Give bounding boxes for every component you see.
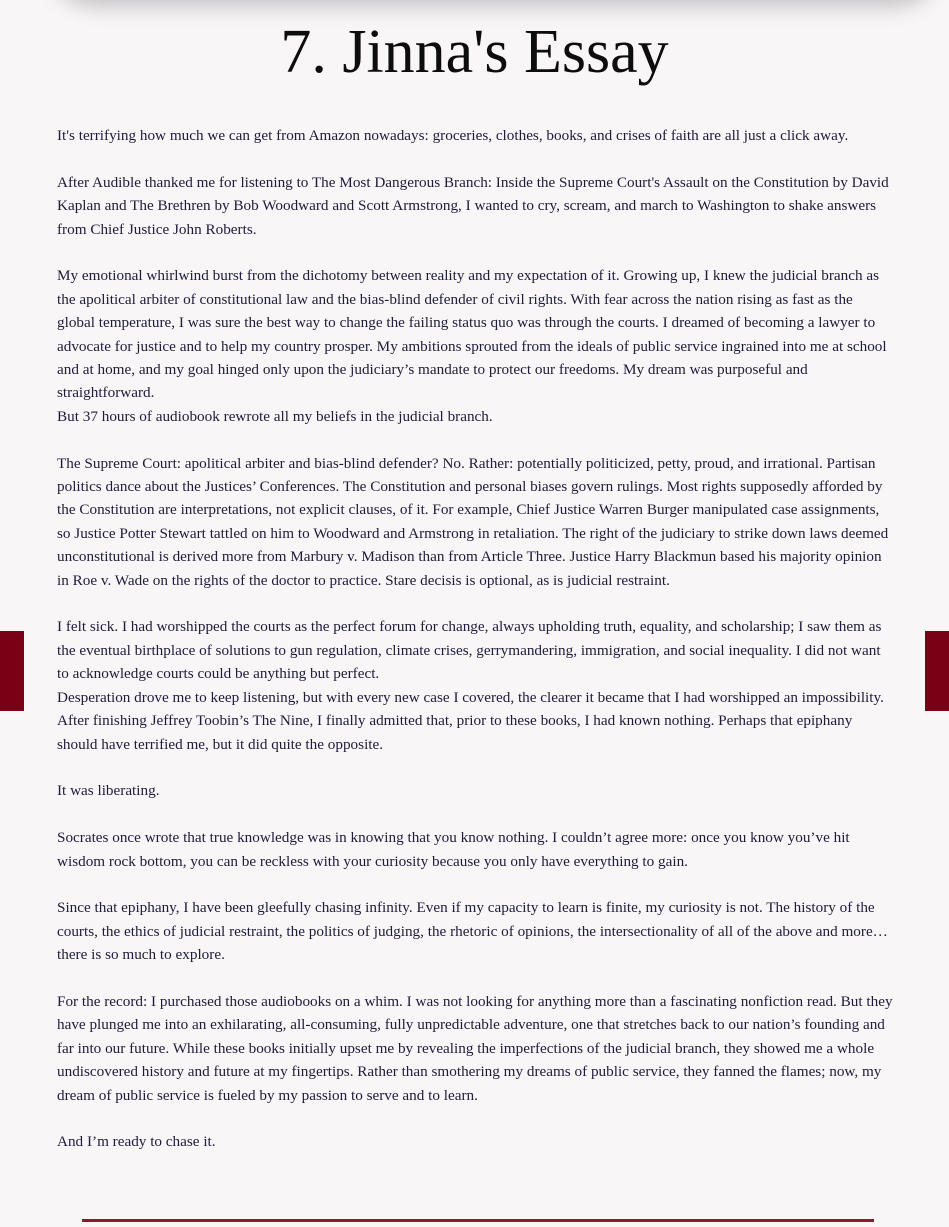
page-title: 7. Jinna's Essay (280, 18, 669, 86)
essay-paragraph: After Audible thanked me for listening to The Most Dangerous Branch: Inside the Supreme Court's Assault on the Constitution by David Kaplan and The Brethren by Bob Woodward and Scott Armstrong, I wanted to cry, scream, and march to Washington to shake answers from Chief Justice John Roberts. (57, 173, 889, 238)
next-page-tab[interactable] (925, 631, 949, 711)
footer-divider (82, 1219, 874, 1222)
essay-paragraph: Since that epiphany, I have been gleefully chasing infinity. Even if my capacity to learn is finite, my curiosity is not. The history of the courts, the ethics of judicial restraint, the politics of judging, the rhetoric of opinions, the intersectionality of all of the above and more… there is so much to explore. (57, 899, 888, 964)
essay-paragraph: It's terrifying how much we can get from Amazon nowadays: groceries, clothes, books, and crises of faith are all just a click away. (57, 127, 849, 144)
essay-paragraph: But 37 hours of audiobook rewrote all my beliefs in the judicial branch. (57, 407, 493, 425)
essay-paragraph: My emotional whirlwind burst from the dichotomy between reality and my expectation of it. Growing up, I knew the judicial branch as the apolitical arbiter of constitutional law and the bias-blind defender of civil rights. With fear across the nation rising as fast as the global temperature, I was sure the best way to change the failing status quo was through the courts. I dreamed of becoming a lawyer to advocate for justice and to help my country prosper. My ambitions sprouted from the ideals of public service ingrained into me at school and at home, and my goal hinged only upon the judiciary’s mandate to protect our freedoms. My dream was purposeful and straightforward. (57, 267, 887, 402)
essay-paragraph: Socrates once wrote that true knowledge was in knowing that you know nothing. I couldn’t agree more: once you know you’ve hit wisdom rock bottom, you can be reckless with your curiosity because you only have everything to gain. (57, 829, 850, 870)
essay-paragraph: It was liberating. (57, 782, 160, 800)
previous-page-tab[interactable] (0, 631, 24, 711)
essay-paragraph: For the record: I purchased those audiobooks on a whim. I was not looking for anything more than a fascinating nonfiction read. But they have plunged me into an exhilarating, all-consuming, fully unpredictable adventure, one that stretches back to our nation’s founding and far into our future. While these books initially upset me by revealing the imperfections of the judicial branch, they showed me a whole undiscovered history and future at my fingertips. Rather than smothering my dreams of public service, they fanned the flames; now, my dream of public service is fueled by my passion to serve and to learn. (57, 992, 893, 1104)
essay-paragraph: I felt sick. I had worshipped the courts as the perfect forum for change, always upholding truth, equality, and scholarship; I saw them as the eventual birthplace of solutions to gun regulation, climate crises, gerrymandering, immigration, and social inequality. I did not want to acknowledge courts could be anything but perfect. (57, 618, 882, 683)
essay-paragraph: The Supreme Court: apolitical arbiter and bias-blind defender? No. Rather: potentially politicized, petty, proud, and irrational. Partisan politics dance about the Justices’ Conferences. The Constitution and personal biases govern rulings. Most rights supposedly afforded by the Constitution are interpretations, not explicit clauses, of it. For example, Chief Justice Warren Burger manipulated case assignments, so Justice Potter Stewart tattled on him to Woodward and Armstrong in retaliation. The right of the judiciary to strike down laws deemed unconstitutional is derived more from Marbury v. Madison than from Article Three. Justice Harry Blackmun based his majority opinion in Roe v. Wade on the rights of the doctor to practice. Stare decisis is optional, as is judicial restraint. (57, 454, 889, 589)
essay-paragraph: And I’m ready to chase it. (57, 1133, 216, 1151)
essay-body (57, 124, 893, 1154)
essay-paragraph: Desperation drove me to keep listening, but with every new case I covered, the clearer it became that I had worshipped an impossibility. After finishing Jeffrey Toobin’s The Nine, I finally admitted that, prior to these books, I had known nothing. Perhaps that epiphany should have terrified me, but it did quite the opposite. (57, 688, 884, 753)
